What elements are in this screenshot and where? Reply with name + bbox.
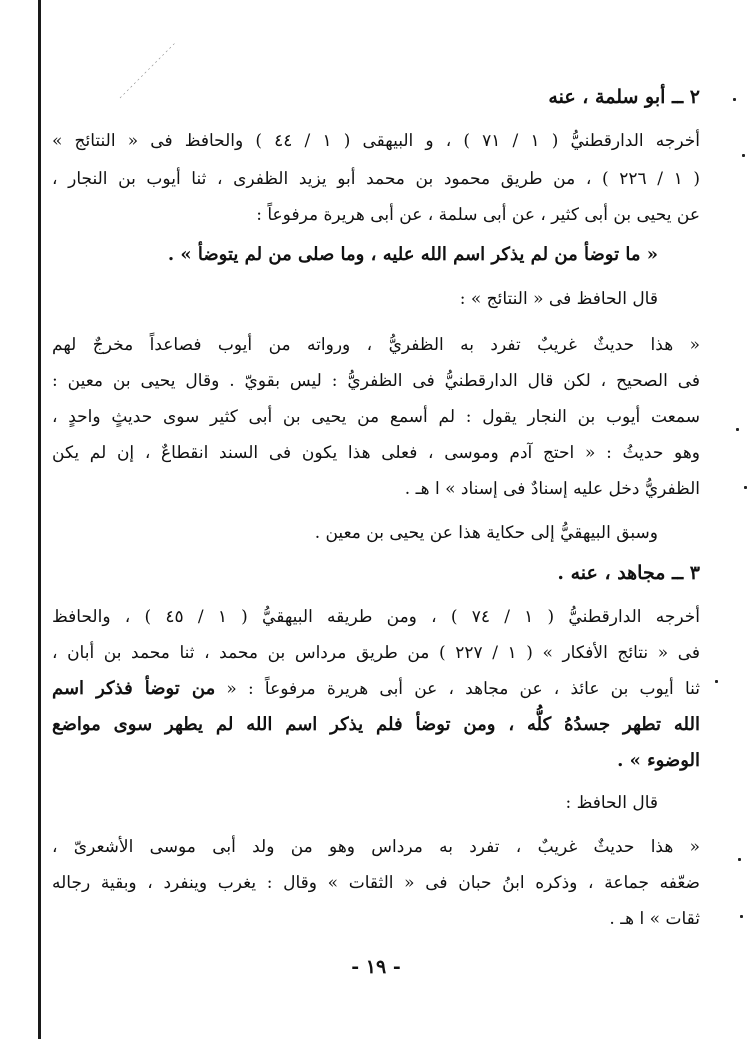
margin-speck bbox=[715, 680, 718, 683]
document-page bbox=[52, 78, 700, 1028]
hadith-text: الوضوء » . bbox=[617, 750, 700, 771]
quote-line: وهو حديثُ : « احتج آدم وموسى ، فعلى هذا يكون فى السند انقطاعٌ ، إن لم يكن bbox=[52, 443, 700, 463]
body-line: قال الحافظ فى « النتائج » : bbox=[459, 289, 658, 309]
body-line: أخرجه الدارقطنيُّ ( ١ / ٧٤ ) ، ومن طريقه البيهقيُّ ( ١ / ٤٥ ) ، والحافظ bbox=[52, 607, 700, 627]
quote-line: سمعت أيوب بن النجار يقول : لم أسمع من يحيى بن أبى كثير سوى حديثٍ واحدٍ ، bbox=[52, 407, 700, 427]
body-line: عن يحيى بن أبى كثير ، عن أبى سلمة ، عن أبى هريرة مرفوعاً : bbox=[256, 205, 700, 225]
quote-line: فى الصحيح ، لكن قال الدارقطنيُّ فى الظفريُّ : ليس بقويّ . وقال يحيى بن معين : bbox=[52, 371, 700, 391]
section-heading-mujahid: ٣ ــ مجاهد ، عنه . bbox=[557, 562, 700, 584]
margin-speck bbox=[744, 486, 747, 489]
margin-speck bbox=[740, 915, 743, 918]
body-line: ( ١ / ٢٢٦ ) ، من طريق محمود بن محمد أبو يزيد الظفرى ، ثنا أيوب بن النجار ، bbox=[52, 169, 700, 189]
margin-speck bbox=[736, 428, 739, 431]
quote-line: ضعّفه جماعة ، وذكره ابنُ حبان فى « الثقات » وقال : يغرب وينفرد ، وبقية رجاله bbox=[52, 873, 700, 893]
page-binding-edge bbox=[38, 0, 41, 1039]
section-heading-abu-salama: ٢ ــ أبو سلمة ، عنه bbox=[548, 86, 700, 108]
margin-speck bbox=[733, 98, 736, 101]
hadith-text: من توضأ فذكر اسم bbox=[52, 678, 216, 699]
hadith-text: « ما توضأ من لم يذكر اسم الله عليه ، وما صلى من لم يتوضأ » . bbox=[167, 244, 658, 265]
quote-line: « هذا حديثٌ غريبٌ ، تفرد به مرداس وهو من ولد أبى موسى الأشعرىّ ، bbox=[52, 837, 700, 857]
quote-line: « هذا حديثٌ غريبٌ تفرد به الظفريُّ ، ورواته من أيوب فصاعداً مخرجٌ لهم bbox=[52, 335, 700, 355]
hadith-text: الله تطهر جسدُهُ كلُّه ، ومن توضأ فلم يذكر اسم الله لم يطهر سوى مواضع bbox=[52, 714, 700, 735]
quote-line: الظفريُّ دخل عليه إسنادٌ فى إسناد » ا هـ . bbox=[404, 479, 700, 499]
body-line: وسبق البيهقيُّ إلى حكاية هذا عن يحيى بن معين . bbox=[314, 523, 658, 543]
body-line: أخرجه الدارقطنيُّ ( ١ / ٧١ ) ، و البيهقى ( ١ / ٤٤ ) والحافظ فى « النتائج » bbox=[52, 131, 700, 151]
body-line-with-hadith bbox=[52, 678, 700, 700]
margin-speck bbox=[738, 858, 741, 861]
body-text: ثنا أيوب بن عائذ ، عن مجاهد ، عن أبى هريرة مرفوعاً : « bbox=[215, 679, 700, 699]
body-line: فى « نتائج الأفكار » ( ١ / ٢٢٧ ) من طريق مرداس بن محمد ، ثنا محمد بن أبان ، bbox=[52, 643, 700, 663]
margin-speck bbox=[742, 154, 745, 157]
quote-line: ثقات » ا هـ . bbox=[609, 909, 700, 929]
page-number: - ١٩ - bbox=[351, 956, 401, 978]
body-line: قال الحافظ : bbox=[565, 793, 658, 813]
